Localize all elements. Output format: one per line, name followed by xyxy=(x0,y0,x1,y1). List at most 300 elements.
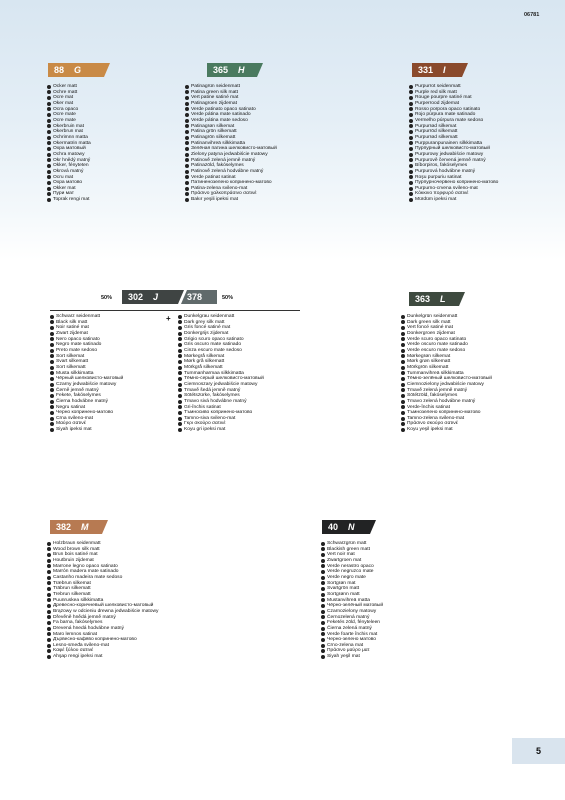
language-bullet-icon xyxy=(50,417,54,421)
swatch-382 xyxy=(50,520,108,534)
color-name-text: Dark green silk matt xyxy=(407,319,451,325)
color-name-text: Czarnozielony matowy xyxy=(327,608,377,614)
language-bullet-icon xyxy=(409,141,413,145)
color-name-text: Okerbrun mat xyxy=(53,129,83,135)
language-bullet-icon xyxy=(185,96,189,100)
language-bullet-icon xyxy=(409,187,413,191)
language-bullet-icon xyxy=(409,107,413,111)
color-name-text: Crno-zelena mat xyxy=(327,642,364,648)
color-name-text: Ahşap rengi ipeksi mat xyxy=(53,654,103,660)
color-name-text: Ocre mate xyxy=(53,117,76,123)
color-name-text: Černě jemně matný xyxy=(56,387,99,393)
language-bullet-icon xyxy=(321,559,325,563)
language-bullet-icon xyxy=(50,332,54,336)
language-bullet-icon xyxy=(47,604,51,608)
color-name-text: Тъмносиво копринено-матово xyxy=(184,410,253,416)
language-bullet-icon xyxy=(321,553,325,557)
color-name-text: Purpurrot seidenmatt xyxy=(415,84,461,89)
swatch-302-letter: J xyxy=(153,292,159,302)
list-365 xyxy=(185,84,277,203)
language-bullet-icon xyxy=(47,564,51,568)
language-bullet-icon xyxy=(50,428,54,432)
color-name-text: Rosso porpora opaco satinato xyxy=(415,106,481,112)
swatch-88-number: 88 xyxy=(54,65,65,75)
color-name-text: Sortgrøn mat xyxy=(327,580,356,586)
color-name-text: Crna svileno-mat xyxy=(56,415,93,421)
color-name-text: Castanho madeira mate sedoso xyxy=(53,574,123,580)
language-bullet-icon xyxy=(47,553,51,557)
language-bullet-icon xyxy=(47,655,51,659)
color-name-text: Brązowy w odcieniu drewna jedwabiście matowy xyxy=(53,608,159,614)
color-name-text: Vert foncé satiné mat xyxy=(407,325,453,331)
color-name-text: Patinagrün seidenmatt xyxy=(191,84,240,89)
language-bullet-icon xyxy=(185,147,189,151)
language-bullet-icon xyxy=(409,153,413,157)
color-name-entry xyxy=(50,427,123,433)
language-bullet-icon xyxy=(47,107,51,111)
color-name-text: Καφέ ξύλου σατινέ xyxy=(53,648,94,654)
color-name-text: Verde-închis satinat xyxy=(407,404,450,410)
color-name-text: Ochrimnn matta xyxy=(53,134,88,140)
language-bullet-icon xyxy=(47,170,51,174)
color-name-text: Зелёная патина шелковисто-матовый xyxy=(191,146,277,152)
color-name-text: Dunkelgrau seidenmatt xyxy=(184,314,235,319)
color-name-text: Fa barna, fakóselymes xyxy=(53,620,103,626)
language-bullet-icon xyxy=(321,570,325,574)
language-bullet-icon xyxy=(47,198,51,202)
swatch-363-number: 363 xyxy=(415,294,431,304)
color-name-text: Πράσινο χαλκοπράσινο σατινέ xyxy=(191,191,257,197)
language-bullet-icon xyxy=(185,85,189,89)
color-name-text: Okerbruin mat xyxy=(53,123,84,129)
color-name-text: Siyah ipeksi mat xyxy=(56,427,92,433)
language-bullet-icon xyxy=(178,388,182,392)
language-bullet-icon xyxy=(185,119,189,123)
color-name-text: Vert patine satiné mat xyxy=(191,95,239,101)
color-name-text: Musta silkkimatta xyxy=(56,370,94,376)
language-bullet-icon xyxy=(47,627,51,631)
color-name-text: Tmavo sivá hodvábne matný xyxy=(184,398,247,404)
language-bullet-icon xyxy=(321,615,325,619)
language-bullet-icon xyxy=(409,130,413,134)
color-name-text: Ocru mat xyxy=(53,174,74,180)
color-name-text: Maro lemnos satinat xyxy=(53,631,98,637)
language-bullet-icon xyxy=(50,394,54,398)
language-bullet-icon xyxy=(401,371,405,375)
color-name-text: Gris oscuro mate satinado xyxy=(184,342,242,348)
language-bullet-icon xyxy=(185,170,189,174)
swatch-331 xyxy=(412,63,468,77)
color-name-text: Noir satiné mat xyxy=(56,325,89,331)
color-name-text: Ocre mat xyxy=(53,95,74,101)
language-bullet-icon xyxy=(50,411,54,415)
color-name-text: Okr hnědý matný xyxy=(53,157,91,163)
language-bullet-icon xyxy=(47,181,51,185)
language-bullet-icon xyxy=(47,175,51,179)
language-bullet-icon xyxy=(185,187,189,191)
swatch-365-letter: H xyxy=(238,65,245,75)
swatch-302 xyxy=(122,290,184,304)
list-40 xyxy=(321,541,383,660)
color-name-text: Patinazöld, fakóselymes xyxy=(191,163,244,169)
language-bullet-icon xyxy=(409,158,413,162)
color-name-text: Purpurowy jedwabiście matowy xyxy=(415,151,484,157)
language-bullet-icon xyxy=(401,366,405,370)
language-bullet-icon xyxy=(47,192,51,196)
color-name-text: Verde negruzco mate xyxy=(327,569,374,575)
color-name-text: Patina green silk matt xyxy=(191,89,239,95)
color-name-text: Koyu yeşil ipeksi mat xyxy=(407,427,453,433)
language-bullet-icon xyxy=(47,581,51,585)
color-name-text: Zielony patyna jedwabiście matowy xyxy=(191,151,268,157)
language-bullet-icon xyxy=(50,337,54,341)
color-name-text: Tmavě šedá jemně matný xyxy=(184,387,241,393)
color-name-text: Mørkegrøn silkemat xyxy=(407,353,451,359)
color-name-text: Lesno-smeđa svileno-mat xyxy=(53,642,109,648)
language-bullet-icon xyxy=(50,371,54,375)
language-bullet-icon xyxy=(178,422,182,426)
language-bullet-icon xyxy=(321,593,325,597)
language-bullet-icon xyxy=(47,102,51,106)
color-name-text: Purpurrød silkematt xyxy=(415,134,458,140)
language-bullet-icon xyxy=(409,175,413,179)
language-bullet-icon xyxy=(47,119,51,123)
language-bullet-icon xyxy=(47,559,51,563)
language-bullet-icon xyxy=(47,547,51,551)
list-302 xyxy=(50,314,123,433)
language-bullet-icon xyxy=(401,400,405,404)
color-name-text: Тёмно-серый шелковисто-матовый xyxy=(184,376,264,382)
language-bullet-icon xyxy=(47,187,51,191)
color-name-text: Bíborpiros, fakóselymes xyxy=(415,163,468,169)
language-bullet-icon xyxy=(409,147,413,151)
language-bullet-icon xyxy=(185,192,189,196)
color-name-text: Mørkegrå silkemat xyxy=(184,353,225,359)
color-name-text: Patinově zelená hodvábne matný xyxy=(191,168,264,174)
color-name-entry xyxy=(47,197,91,203)
color-name-text: Czarny jedwabiście matowy xyxy=(56,381,117,387)
color-name-text: Mürdüm ipeksi mat xyxy=(415,197,457,203)
language-bullet-icon xyxy=(50,405,54,409)
color-name-text: Gris foncé satiné mat xyxy=(184,325,231,331)
language-bullet-icon xyxy=(401,354,405,358)
doc-code: 06781 xyxy=(524,12,540,18)
language-bullet-icon xyxy=(321,542,325,546)
language-bullet-icon xyxy=(47,136,51,140)
language-bullet-icon xyxy=(47,153,51,157)
language-bullet-icon xyxy=(50,343,54,347)
swatch-302-number: 302 xyxy=(128,292,144,302)
color-name-text: Træbrun silkemat xyxy=(53,580,91,586)
mix-left-percent: 50% xyxy=(101,295,113,301)
swatch-88-letter: G xyxy=(74,65,82,75)
color-name-text: Svart silkematt xyxy=(56,359,89,365)
page-number: 5 xyxy=(512,738,565,764)
color-name-text: Тъмнозелено копринено-матово xyxy=(407,410,481,416)
language-bullet-icon xyxy=(401,320,405,324)
language-bullet-icon xyxy=(185,141,189,145)
color-name-text: Дървесно-кафяво копринено-матово xyxy=(53,637,137,643)
color-name-text: Oker mat xyxy=(53,100,74,106)
list-331 xyxy=(409,84,498,203)
language-bullet-icon xyxy=(409,90,413,94)
color-name-text: Ocra opaco xyxy=(53,106,79,112)
color-name-text: Patinagrön silkematt xyxy=(191,134,236,140)
mix-plus-sign: + xyxy=(166,314,171,323)
color-name-text: Ocker matt xyxy=(53,84,77,89)
language-bullet-icon xyxy=(178,332,182,336)
language-bullet-icon xyxy=(321,644,325,648)
color-name-text: Tummanvihreä silkkimatta xyxy=(407,370,464,376)
language-bullet-icon xyxy=(178,377,182,381)
color-name-entry xyxy=(401,427,492,433)
color-name-text: Verde nerastro opaco xyxy=(327,563,374,569)
color-name-text: Verde scuro opaco satinato xyxy=(407,336,467,342)
color-name-text: Tamno-zelena svileno-mat xyxy=(407,415,465,421)
color-name-text: Черно-зелено матово xyxy=(327,637,376,643)
color-name-text: Schwarz seidenmatt xyxy=(56,314,101,319)
color-name-text: Охра матово xyxy=(53,180,83,186)
language-bullet-icon xyxy=(321,587,325,591)
language-bullet-icon xyxy=(47,587,51,591)
language-bullet-icon xyxy=(47,158,51,162)
language-bullet-icon xyxy=(185,153,189,157)
language-bullet-icon xyxy=(401,326,405,330)
language-bullet-icon xyxy=(401,388,405,392)
swatch-363-letter: L xyxy=(440,294,446,304)
language-bullet-icon xyxy=(409,192,413,196)
color-name-text: Древесно-коричневый шелковисто-матовый xyxy=(53,603,154,609)
color-name-entry xyxy=(47,654,158,660)
swatch-382-letter: M xyxy=(81,522,89,532)
language-bullet-icon xyxy=(401,422,405,426)
color-name-text: Svartgrön matt xyxy=(327,586,360,592)
color-name-text: Ochre matt xyxy=(53,89,78,95)
language-bullet-icon xyxy=(50,315,54,319)
language-bullet-icon xyxy=(409,164,413,168)
color-name-text: Vert noir mat xyxy=(327,552,355,558)
language-bullet-icon xyxy=(47,610,51,614)
color-name-entry xyxy=(178,427,264,433)
color-name-text: Okermatrin matta xyxy=(53,140,91,146)
color-name-text: Verde oscuro mate satinado xyxy=(407,342,468,348)
language-bullet-icon xyxy=(47,113,51,117)
color-name-text: Roşu purpuriu satinat xyxy=(415,174,462,180)
swatch-331-number: 331 xyxy=(418,65,434,75)
color-name-text: Toprak rengi mat xyxy=(53,197,90,203)
color-name-text: Houtbruin zijdemat xyxy=(53,557,94,563)
color-name-text: Чёрный шелковисто-матовый xyxy=(56,376,124,382)
color-name-text: Πράσινο σκούρο σατινέ xyxy=(407,421,458,427)
language-bullet-icon xyxy=(47,130,51,134)
color-name-text: Sötétzöld, fakóselymes xyxy=(407,393,458,399)
language-bullet-icon xyxy=(409,102,413,106)
language-bullet-icon xyxy=(401,428,405,432)
color-name-text: Patina grön silkematt xyxy=(191,129,237,135)
language-bullet-icon xyxy=(178,411,182,415)
color-name-text: Purpurröd silkematt xyxy=(415,129,458,135)
language-bullet-icon xyxy=(409,124,413,128)
language-bullet-icon xyxy=(185,130,189,134)
language-bullet-icon xyxy=(185,181,189,185)
color-name-text: Trebrun silkematt xyxy=(53,591,91,597)
list-88 xyxy=(47,84,91,203)
color-name-text: Verde patinat satinat xyxy=(191,174,236,180)
color-name-text: Purpurově červená jemně matný xyxy=(415,157,486,163)
color-name-text: Ocre mate xyxy=(53,112,76,118)
color-name-text: Brun bois satiné mat xyxy=(53,552,98,558)
language-bullet-icon xyxy=(185,158,189,162)
color-name-text: Marrón madera mate satinado xyxy=(53,569,119,575)
language-bullet-icon xyxy=(321,655,325,659)
color-name-text: Black silk matt xyxy=(56,319,88,325)
language-bullet-icon xyxy=(47,638,51,642)
color-name-text: Holzbraun seidenmatt xyxy=(53,541,101,546)
language-bullet-icon xyxy=(401,332,405,336)
language-bullet-icon xyxy=(50,349,54,353)
language-bullet-icon xyxy=(178,360,182,364)
language-bullet-icon xyxy=(401,349,405,353)
color-name-text: Dark grey silk matt xyxy=(184,319,225,325)
color-name-text: Tamno-siva svileno-mat xyxy=(184,415,236,421)
language-bullet-icon xyxy=(321,581,325,585)
language-bullet-icon xyxy=(50,320,54,324)
color-name-entry xyxy=(409,197,498,203)
color-name-text: Bakır yeşili ipeksi mat xyxy=(191,197,239,203)
color-name-text: Purpurrød silkemat xyxy=(415,123,457,129)
swatch-331-letter: I xyxy=(443,65,446,75)
color-name-text: Preto mate sedoso xyxy=(56,347,98,353)
language-bullet-icon xyxy=(401,383,405,387)
color-name-text: Purpurno-crvena svileno-mat xyxy=(415,185,478,191)
language-bullet-icon xyxy=(185,136,189,140)
color-name-text: Blackish green matt xyxy=(327,546,370,552)
color-name-text: Negro mate satinado xyxy=(56,342,102,348)
color-name-text: Puunruskea silkkimatta xyxy=(53,597,104,603)
color-name-text: Κόκκινο πορφυρό σατινέ xyxy=(415,191,469,197)
language-bullet-icon xyxy=(178,366,182,370)
color-name-text: Mørk grå silkematt xyxy=(184,359,225,365)
language-bullet-icon xyxy=(178,320,182,324)
color-name-text: Vermelho púrpura mate sedoso xyxy=(415,117,484,123)
color-name-text: Tummanharmaa silkkimatta xyxy=(184,370,244,376)
language-bullet-icon xyxy=(178,349,182,353)
color-name-text: Sort silkematt xyxy=(56,364,86,370)
language-bullet-icon xyxy=(409,198,413,202)
language-bullet-icon xyxy=(401,405,405,409)
color-name-text: Пури мат xyxy=(53,191,74,197)
language-bullet-icon xyxy=(47,649,51,653)
language-bullet-icon xyxy=(401,394,405,398)
color-name-text: Verde patinato opaco satinato xyxy=(191,106,256,112)
color-name-text: Donkergrijs zijdemat xyxy=(184,330,229,336)
language-bullet-icon xyxy=(47,164,51,168)
color-name-text: Sötétszürke, fakóselymes xyxy=(184,393,240,399)
language-bullet-icon xyxy=(178,400,182,404)
swatch-378-number: 378 xyxy=(187,292,203,302)
color-name-text: Патиненозелено копринено-матово xyxy=(191,180,272,186)
language-bullet-icon xyxy=(401,360,405,364)
language-bullet-icon xyxy=(178,354,182,358)
language-bullet-icon xyxy=(321,604,325,608)
language-bullet-icon xyxy=(321,547,325,551)
language-bullet-icon xyxy=(50,383,54,387)
language-bullet-icon xyxy=(50,422,54,426)
language-bullet-icon xyxy=(178,337,182,341)
color-name-text: Koyu gri ipeksi mat xyxy=(184,427,226,433)
color-name-text: Zwart zijdemat xyxy=(56,330,88,336)
swatch-88 xyxy=(48,63,110,77)
list-363 xyxy=(401,314,492,433)
color-name-text: Okker mat xyxy=(53,185,76,191)
language-bullet-icon xyxy=(401,343,405,347)
language-bullet-icon xyxy=(321,627,325,631)
language-bullet-icon xyxy=(178,315,182,319)
language-bullet-icon xyxy=(178,428,182,432)
color-name-text: Ochra matowy xyxy=(53,151,85,157)
color-name-text: Fekete, fakóselymes xyxy=(56,393,101,399)
language-bullet-icon xyxy=(178,326,182,330)
color-name-text: Patinově zelená jemně matný xyxy=(191,157,256,163)
color-name-text: Чёрно-зелёный матовый xyxy=(327,603,384,609)
language-bullet-icon xyxy=(50,400,54,404)
language-bullet-icon xyxy=(321,632,325,636)
swatch-382-number: 382 xyxy=(56,522,72,532)
language-bullet-icon xyxy=(321,564,325,568)
color-name-text: Πράσινο μαύρο ματ xyxy=(327,648,370,654)
language-bullet-icon xyxy=(401,377,405,381)
list-382 xyxy=(47,541,158,660)
color-name-text: Gri-închis satinat xyxy=(184,404,221,410)
language-bullet-icon xyxy=(47,576,51,580)
color-name-text: Пурпурный шелковисто-матовый xyxy=(415,146,490,152)
color-name-text: Feketés zöld, fényteleen xyxy=(327,620,381,626)
color-name-text: Träbrun silkematt xyxy=(53,586,91,592)
color-name-text: Černozelená matný xyxy=(327,614,370,620)
language-bullet-icon xyxy=(47,570,51,574)
color-name-text: Wood brown silk matt xyxy=(53,546,100,552)
language-bullet-icon xyxy=(47,124,51,128)
language-bullet-icon xyxy=(185,175,189,179)
language-bullet-icon xyxy=(47,85,51,89)
color-name-text: Ciemnozielony jedwabiście matowy xyxy=(407,381,484,387)
language-bullet-icon xyxy=(47,141,51,145)
language-bullet-icon xyxy=(178,371,182,375)
color-name-text: Verde escuro mate sedoso xyxy=(407,347,466,353)
color-name-text: Tmavo zelená hodvábne matný xyxy=(407,398,476,404)
language-bullet-icon xyxy=(185,102,189,106)
language-bullet-icon xyxy=(321,610,325,614)
color-name-text: Γκρι σκούρο σατινέ xyxy=(184,421,226,427)
color-name-text: Sort silkemat xyxy=(56,353,85,359)
color-name-text: Čierna zelená matný xyxy=(327,625,372,631)
color-name-text: Negru satinat xyxy=(56,404,86,410)
color-name-text: Čierna hodvábne matný xyxy=(56,398,108,404)
color-name-text: Verde foarte închis mat xyxy=(327,631,378,637)
color-name-text: Okker, fényteten xyxy=(53,163,89,169)
color-name-text: Purple red silk matt xyxy=(415,89,457,95)
language-bullet-icon xyxy=(47,593,51,597)
color-name-text: Черно копринено-матово xyxy=(56,410,114,416)
color-name-text: Mörkgrå silkematt xyxy=(184,364,223,370)
color-name-text: Ciemnoszary jedwabiście matowy xyxy=(184,381,258,387)
language-bullet-icon xyxy=(47,621,51,625)
color-name-text: Verde pátina mate sedoso xyxy=(191,117,248,123)
color-name-entry xyxy=(185,197,277,203)
color-name-text: Patinagroen zijdemat xyxy=(191,100,237,106)
language-bullet-icon xyxy=(47,632,51,636)
language-bullet-icon xyxy=(321,621,325,625)
